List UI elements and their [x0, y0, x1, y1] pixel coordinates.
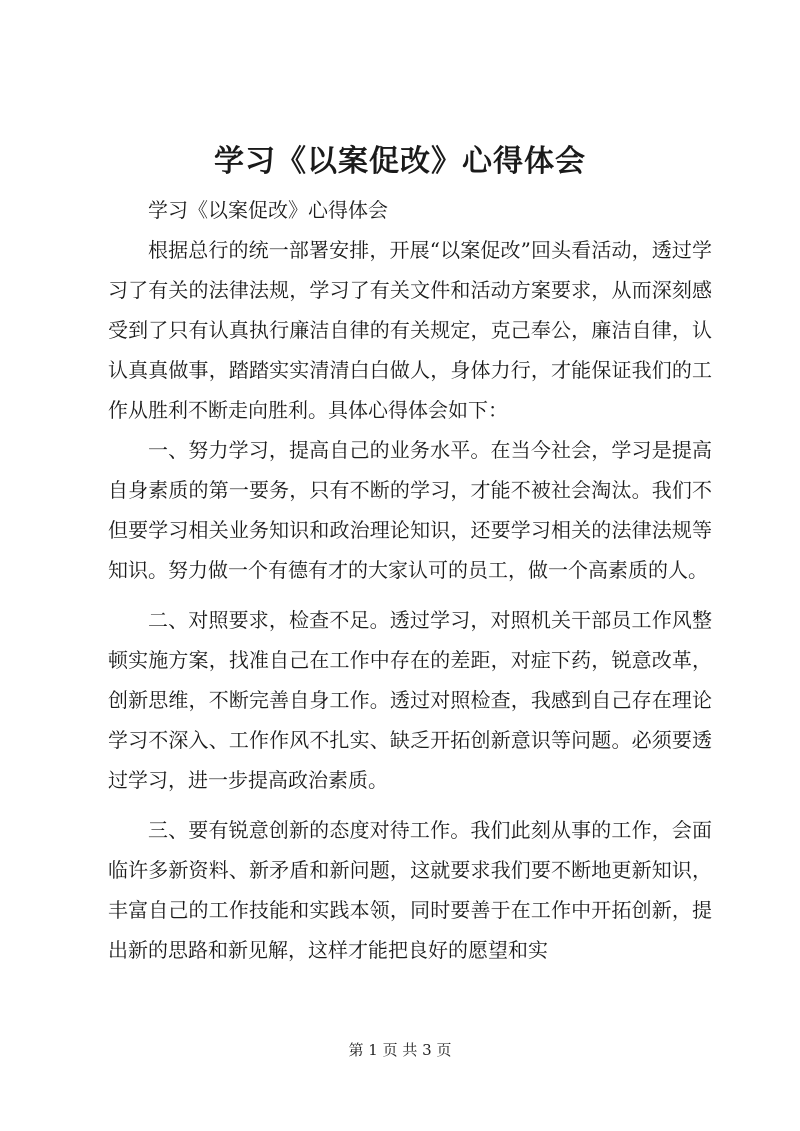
document-title: 学习《以案促改》心得体会 [214, 144, 586, 179]
page-footer: 第 1 页 共 3 页 [348, 1041, 452, 1059]
point-one-paragraph: 一、努力学习，提高自己的业务水平。在当今社会，学习是提高自身素质的第一要务，只有不断的学习，才能不被社会淘汰。我们不但要学习相关业务知识和政治理论知识，还要学习相关的法律法规等知识。努力做一个有德有才的大家认可的员工，做一个高素质的人。 [108, 438, 712, 582]
point-two-paragraph: 二、对照要求，检查不足。透过学习，对照机关干部员工作风整顿实施方案，找准自己在工作中存在的差距，对症下药，锐意改革，创新思维，不断完善自身工作。透过对照检查，我感到自己存在理论学习不深入、工作作风不扎实、缺乏开拓创新意识等问题。必须要透过学习，进一步提高政治素质。 [108, 608, 712, 792]
intro-paragraph: 根据总行的统一部署安排，开展“以案促改”回头看活动，透过学习了有关的法律法规，学习了有关文件和活动方案要求，从而深刻感受到了只有认真执行廉洁自律的有关规定，克己奉公，廉洁自律，认认真真做事，踏踏实实清清白白做人，身体力行，才能保证我们的工作从胜利不断走向胜利。具体心得体会如下： [108, 238, 712, 422]
point-three-paragraph: 三、要有锐意创新的态度对待工作。我们此刻从事的工作，会面临许多新资料、新矛盾和新问题，这就要求我们要不断地更新知识，丰富自己的工作技能和实践本领，同时要善于在工作中开拓创新，提出新的思路和新见解，这样才能把良好的愿望和实 [108, 818, 712, 962]
subtitle-paragraph: 学习《以案促改》心得体会 [148, 198, 388, 222]
document-body [108, 190, 712, 970]
